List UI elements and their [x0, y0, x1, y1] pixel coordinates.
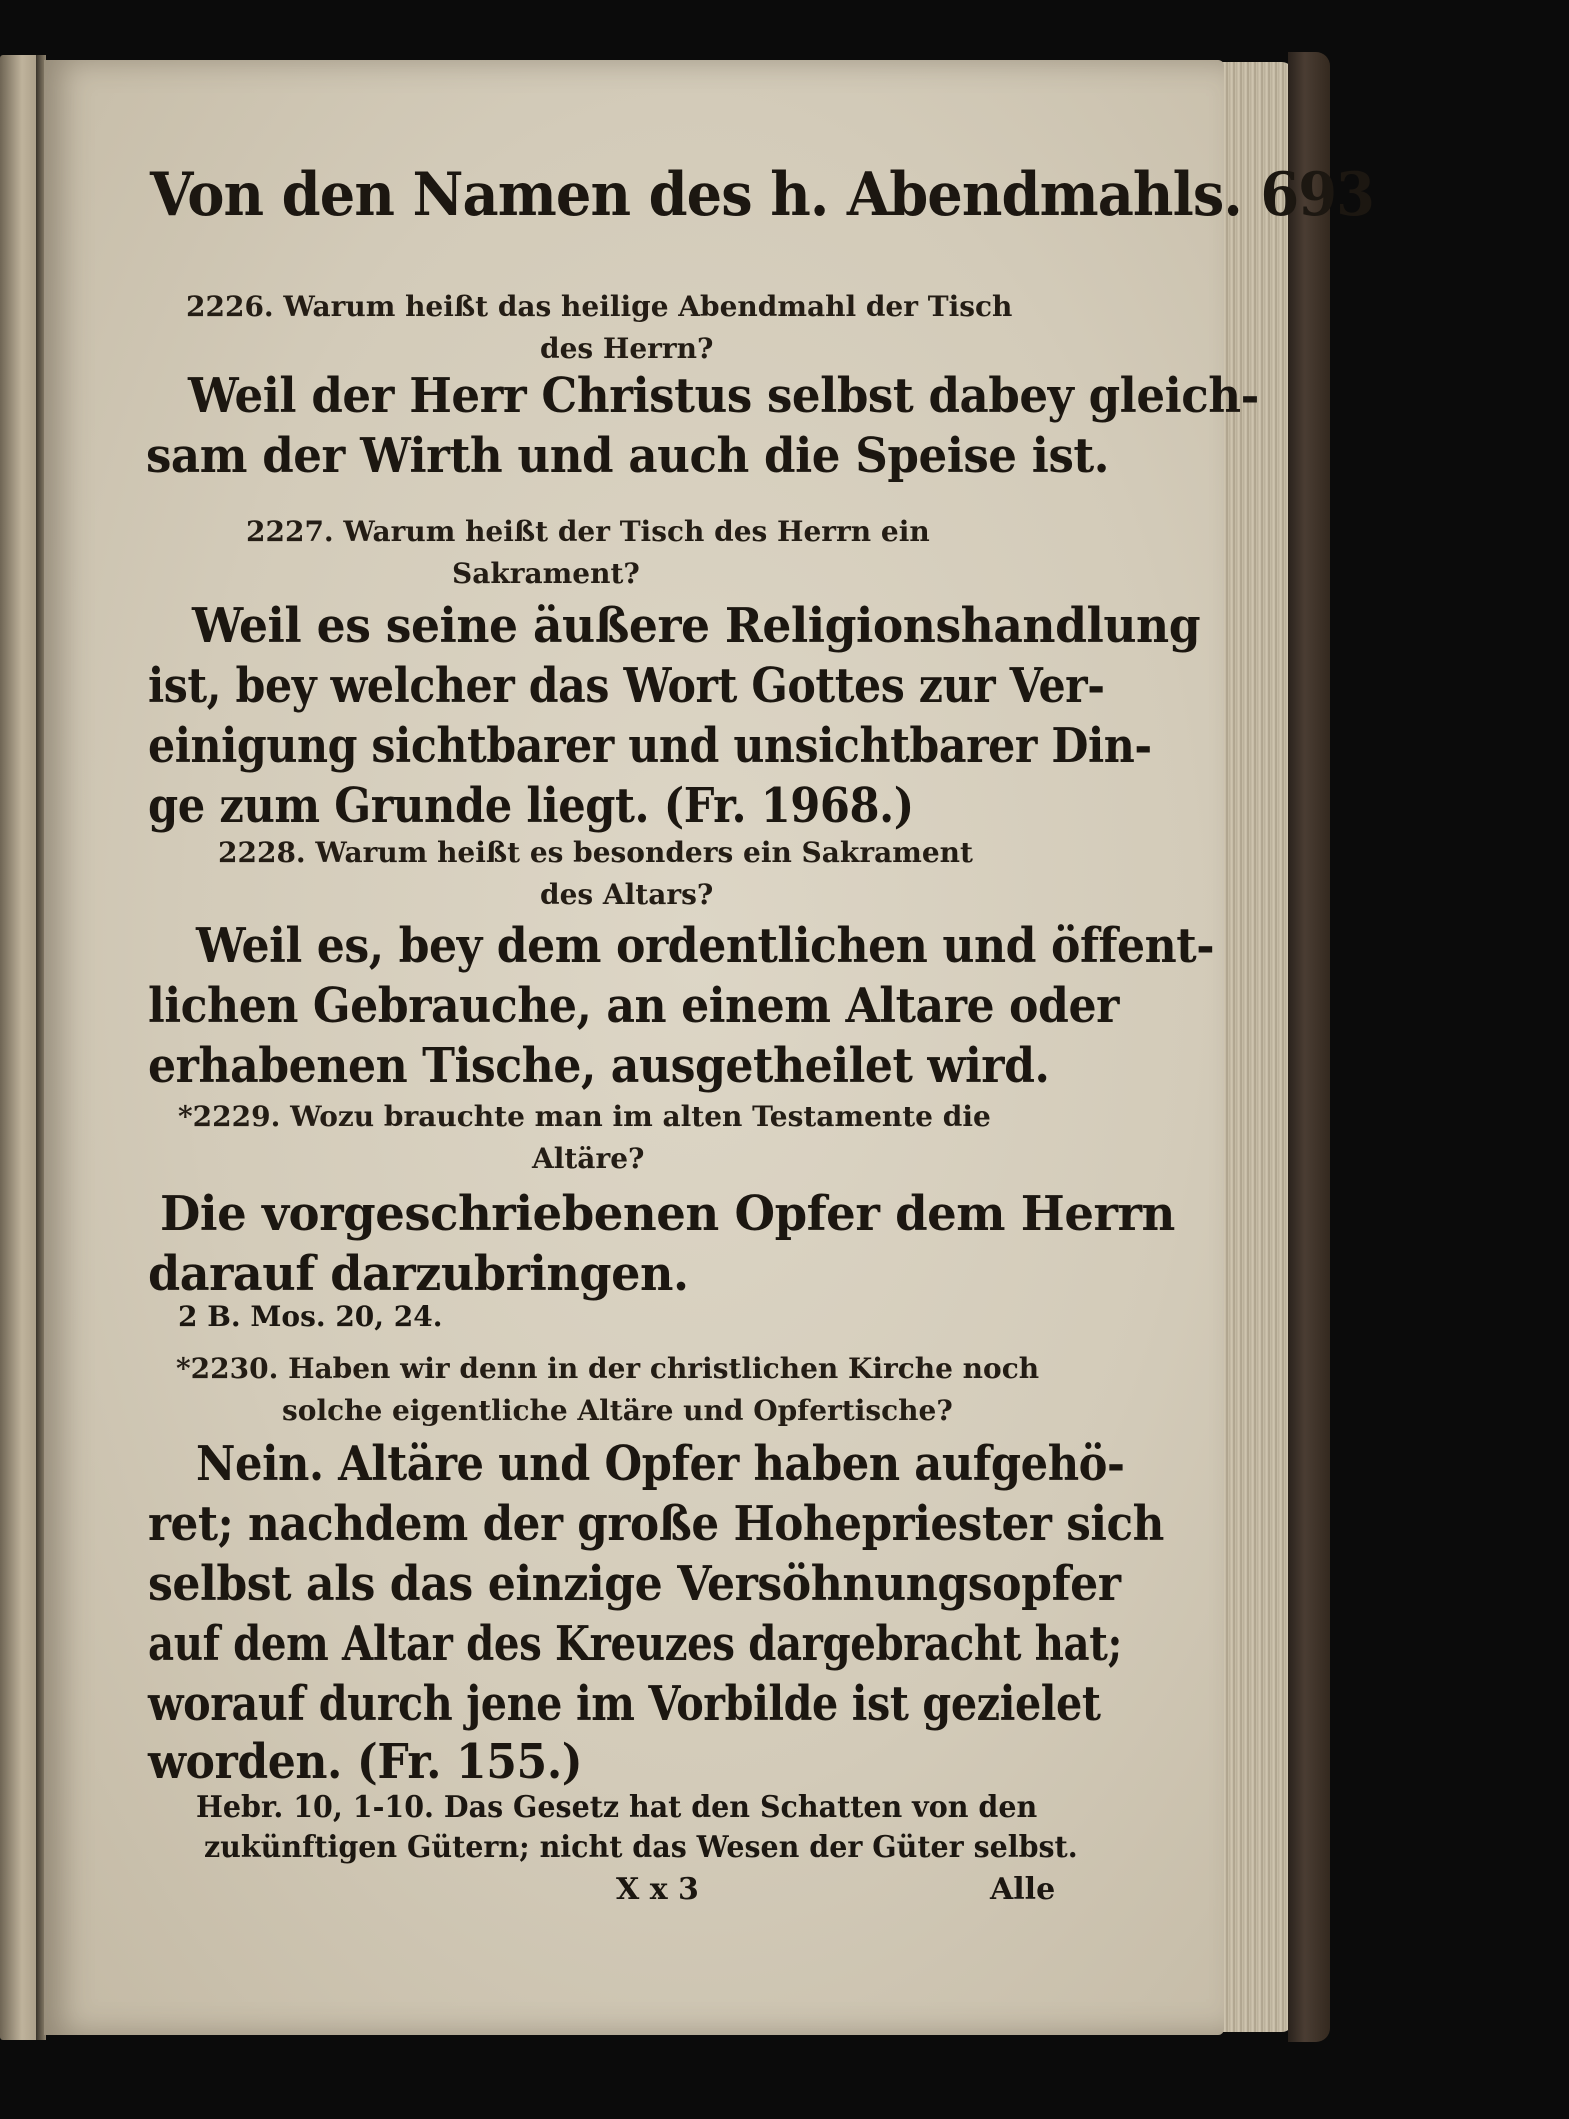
answer-2228-line1: Weil es, bey dem ordentlichen und öffent-: [196, 918, 1215, 974]
question-2230-line1: *2230. Haben wir denn in der christlichen Kirche noch: [176, 1352, 1040, 1385]
answer-2227-line2: ist, bey welcher das Wort Gottes zur Ver-: [148, 658, 1105, 714]
question-2228-line1: 2228. Warum heißt es besonders ein Sakrament: [218, 836, 973, 869]
question-2227-line1: 2227. Warum heißt der Tisch des Herrn ein: [246, 515, 930, 548]
answer-2228-line3: erhabenen Tische, ausgetheilet wird.: [148, 1038, 1050, 1094]
answer-2230-line4: auf dem Altar des Kreuzes dargebracht hat;: [148, 1616, 1122, 1672]
question-2228-line2: des Altars?: [540, 878, 714, 911]
catchword: Alle: [990, 1872, 1056, 1907]
bible-reference-2229: 2 B. Mos. 20, 24.: [178, 1300, 443, 1333]
answer-2226-line1: Weil der Herr Christus selbst dabey gleich-: [188, 368, 1259, 424]
question-2230-line2: solche eigentliche Altäre und Opfertische?: [282, 1394, 953, 1427]
question-2226-line2: des Herrn?: [540, 332, 714, 365]
signature-mark: X x 3: [616, 1872, 699, 1907]
answer-2230-line2: ret; nachdem der große Hohepriester sich: [148, 1496, 1164, 1552]
answer-2230-line6: worden. (Fr. 155.): [148, 1734, 583, 1790]
page-stack-edges: [1222, 62, 1292, 2032]
question-2229-line2: Altäre?: [532, 1142, 645, 1175]
answer-2230-line1: Nein. Altäre und Opfer haben aufgehö-: [196, 1436, 1125, 1492]
question-2226-line1: 2226. Warum heißt das heilige Abendmahl der Tisch: [186, 290, 1013, 323]
question-2229-line1: *2229. Wozu brauchte man im alten Testamente die: [178, 1100, 991, 1133]
footnote-line1: Hebr. 10, 1-10. Das Gesetz hat den Schatten von den: [196, 1790, 1038, 1825]
running-head: Von den Namen des h. Abendmahls. 693: [150, 160, 1375, 230]
question-2227-line2: Sakrament?: [452, 557, 640, 590]
answer-2227-line1: Weil es seine äußere Religionshandlung: [192, 598, 1201, 654]
answer-2229-line1: Die vorgeschriebenen Opfer dem Herrn: [160, 1186, 1175, 1242]
footnote-line2: zukünftigen Gütern; nicht das Wesen der Güter selbst.: [204, 1830, 1078, 1865]
answer-2226-line2: sam der Wirth und auch die Speise ist.: [146, 428, 1110, 484]
answer-2227-line3: einigung sichtbarer und unsichtbarer Din-: [148, 718, 1152, 774]
answer-2227-line4: ge zum Grunde liegt. (Fr. 1968.): [148, 778, 914, 834]
answer-2230-line5: worauf durch jene im Vorbilde ist gezielet: [148, 1676, 1101, 1732]
answer-2230-line3: selbst als das einzige Versöhnungsopfer: [148, 1556, 1121, 1612]
answer-2229-line2: darauf darzubringen.: [148, 1246, 689, 1302]
book-cover-edge: [1288, 52, 1330, 2042]
answer-2228-line2: lichen Gebrauche, an einem Altare oder: [148, 978, 1119, 1034]
previous-page-edge: [0, 55, 40, 2040]
